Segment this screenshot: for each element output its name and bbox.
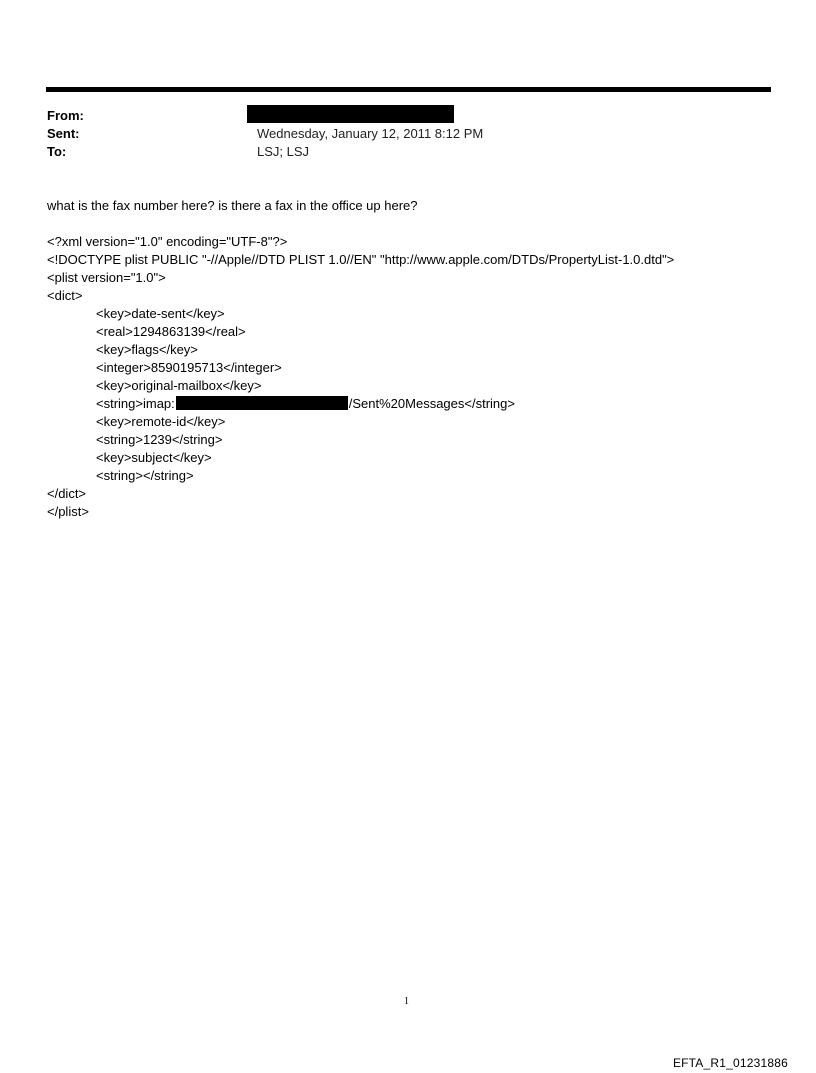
dict-close: </dict>	[47, 486, 87, 501]
plist-line: <key>subject</key>	[96, 450, 212, 465]
plist-line: <string>1239</string>	[96, 432, 223, 447]
page-number: 1	[404, 996, 409, 1007]
plist-line: <key>date-sent</key>	[96, 306, 225, 321]
mailbox-line	[96, 395, 515, 413]
sent-label: Sent:	[47, 126, 80, 141]
plist-line: <key>flags</key>	[96, 342, 198, 357]
mailbox-suffix: /Sent%20Messages</string>	[348, 396, 515, 411]
plist-line: <key>remote-id</key>	[96, 414, 226, 429]
from-label: From:	[47, 108, 84, 123]
plist-line: <key>original-mailbox</key>	[96, 378, 262, 393]
plist-close: </plist>	[47, 504, 89, 519]
xml-declaration: <?xml version="1.0" encoding="UTF-8"?>	[47, 234, 288, 249]
mailbox-prefix: <string>imap:	[96, 396, 175, 411]
from-redaction	[247, 105, 454, 123]
header-rule	[46, 87, 771, 92]
plist-line: <integer>8590195713</integer>	[96, 360, 282, 375]
to-value: LSJ; LSJ	[257, 144, 310, 159]
plist-line: <real>1294863139</real>	[96, 324, 246, 339]
doctype-line: <!DOCTYPE plist PUBLIC "-//Apple//DTD PLIST 1.0//EN" "http://www.apple.com/DTDs/PropertyList-1.0.dtd">	[47, 252, 675, 267]
to-label: To:	[47, 144, 67, 159]
bates-number: EFTA_R1_01231886	[672, 1056, 788, 1070]
message-text: what is the fax number here? is there a fax in the office up here?	[47, 198, 418, 213]
plist-open: <plist version="1.0">	[47, 270, 166, 285]
sent-value: Wednesday, January 12, 2011 8:12 PM	[257, 126, 484, 141]
plist-line: <string></string>	[96, 468, 194, 483]
mailbox-redaction	[176, 396, 348, 410]
dict-open: <dict>	[47, 288, 83, 303]
